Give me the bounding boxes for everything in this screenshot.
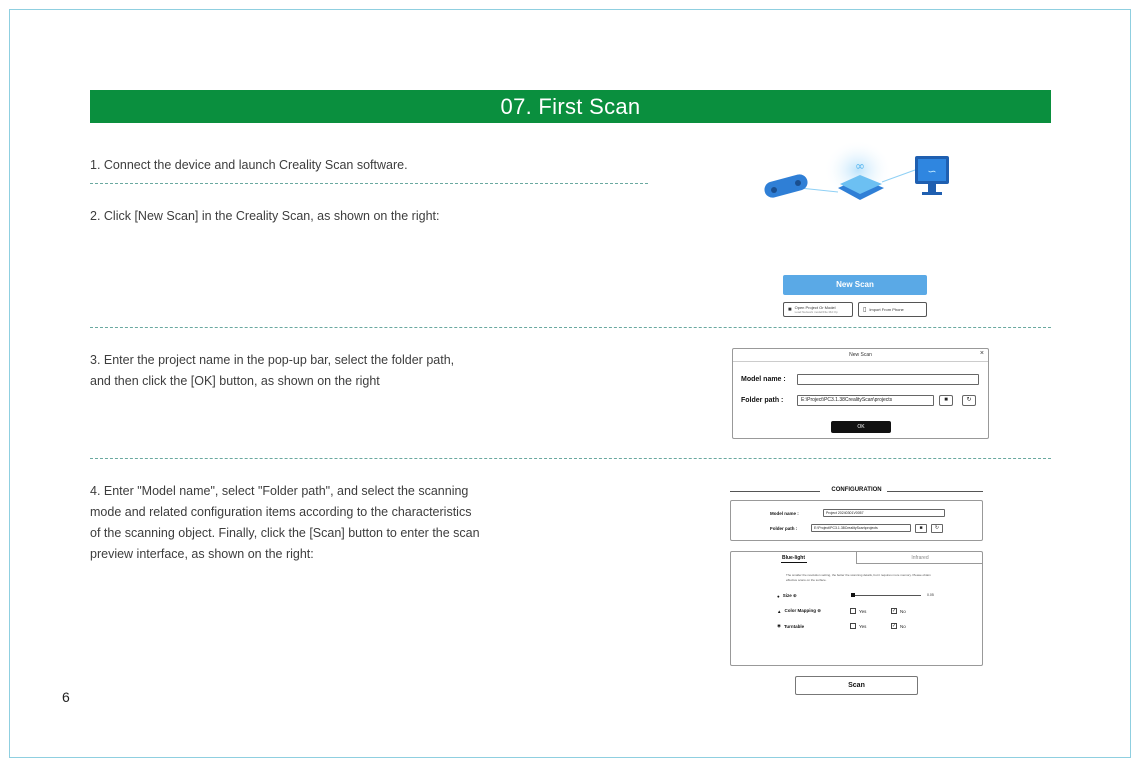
size-slider-handle[interactable] [851,593,855,597]
yes-label: Yes [859,623,867,629]
dialog-divider [733,361,988,362]
size-icon: ● [777,593,780,599]
active-tab-underline [781,562,807,563]
phone-icon: ▯ [863,307,867,313]
refresh-icon[interactable]: ↻ [962,395,976,406]
step-4-text-line4: preview interface, as shown on the right: [90,547,314,561]
config-folder-path-label: Folder path : [770,526,798,531]
turntable-label: Turntable [783,623,805,629]
config-folder-browse-icon[interactable]: ■ [915,524,927,533]
color-mapping-icon: ▲ [777,608,782,614]
close-icon[interactable]: × [979,350,984,357]
step-4-text-line2: mode and related configuration items according to the characteristics [90,505,472,519]
checkbox-unchecked-icon [850,623,856,629]
step-3-text-line2: and then click the [OK] button, as shown on the right [90,374,380,388]
divider [90,458,1051,459]
folder-browse-icon[interactable]: ■ [939,395,953,406]
config-model-name-label: Model name : [770,511,799,516]
tab-infrared[interactable]: Infrared [857,552,983,564]
section-title: 07. First Scan [90,90,1051,123]
open-project-button[interactable] [783,302,853,317]
ok-button[interactable]: OK [831,421,891,433]
tab-blue-light[interactable]: Blue-light [731,552,857,564]
step-1-text: 1. Connect the device and launch Creality Scan software. [90,158,408,172]
size-slider-track[interactable] [851,595,921,596]
configuration-fields [730,500,983,541]
turntable-no[interactable] [891,623,906,629]
import-from-phone-button[interactable] [858,302,927,317]
scanner-device-icon [763,173,810,200]
open-project-label: Open Project Or Model [794,305,836,310]
yes-label: Yes [859,608,867,614]
open-project-sublabel: Load Network model/File Md Op [794,310,838,314]
size-value: 0.05 [927,593,934,597]
color-mapping-label: Color Mapping ⊕ [784,608,821,613]
color-mapping-no[interactable] [891,608,906,614]
size-option [777,593,797,599]
new-scan-dialog [732,348,989,439]
monitor-icon [915,156,949,195]
new-scan-button[interactable]: New Scan [783,275,927,295]
divider [90,183,648,184]
size-label: Size ⊕ [782,593,797,598]
config-folder-path-input[interactable]: E:\Project\PC3.1.38CrealityScan\projects [811,524,911,532]
config-model-name-input[interactable]: Project 20240301V0057 [823,509,945,517]
svg-text:∞: ∞ [855,159,865,173]
model-name-label: Model name : [741,376,786,383]
dialog-title: New Scan [849,352,872,358]
configuration-title: CONFIGURATION [831,487,882,493]
scan-mode-panel [730,551,983,666]
config-refresh-icon[interactable]: ↻ [931,524,943,533]
step-3-text-line1: 3. Enter the project name in the pop-up bar, select the folder path, [90,353,455,367]
checkbox-checked-icon: ✓ [892,608,897,614]
checkbox-checked-icon: ✓ [892,623,897,629]
folder-path-label: Folder path : [741,397,784,404]
turntable-yes[interactable] [850,623,866,629]
color-mapping-yes[interactable] [850,608,866,614]
scan-button[interactable]: Scan [795,676,918,695]
svg-text:∽: ∽ [927,165,937,178]
import-from-phone-label: Import From Phone [869,307,904,312]
configuration-heading [730,487,983,497]
step-2-text: 2. Click [New Scan] in the Creality Scan, as shown on the right: [90,209,440,223]
device-connection-illustration [760,140,960,210]
no-label: No [900,608,906,614]
resolution-note: The smaller the resolution setting, the better the scanning details, but it requires more memory. Please obtain effective scans on the surface. [786,573,931,582]
model-name-input[interactable] [797,374,979,385]
step-4-text-line3: of the scanning object. Finally, click the [Scan] button to enter the scan [90,526,480,540]
divider [90,327,1051,328]
folder-icon: ■ [788,306,792,313]
folder-path-input[interactable]: E:\Project\PC3.1.38CrealityScan\projects [797,395,934,406]
color-mapping-option [777,608,821,614]
checkbox-unchecked-icon [850,608,856,614]
turntable-icon: ◉ [777,623,781,628]
turntable-option [777,623,804,629]
step-4-text-line1: 4. Enter "Model name", select "Folder path", and select the scanning [90,484,469,498]
no-label: No [900,623,906,629]
page-number: 6 [62,689,70,705]
